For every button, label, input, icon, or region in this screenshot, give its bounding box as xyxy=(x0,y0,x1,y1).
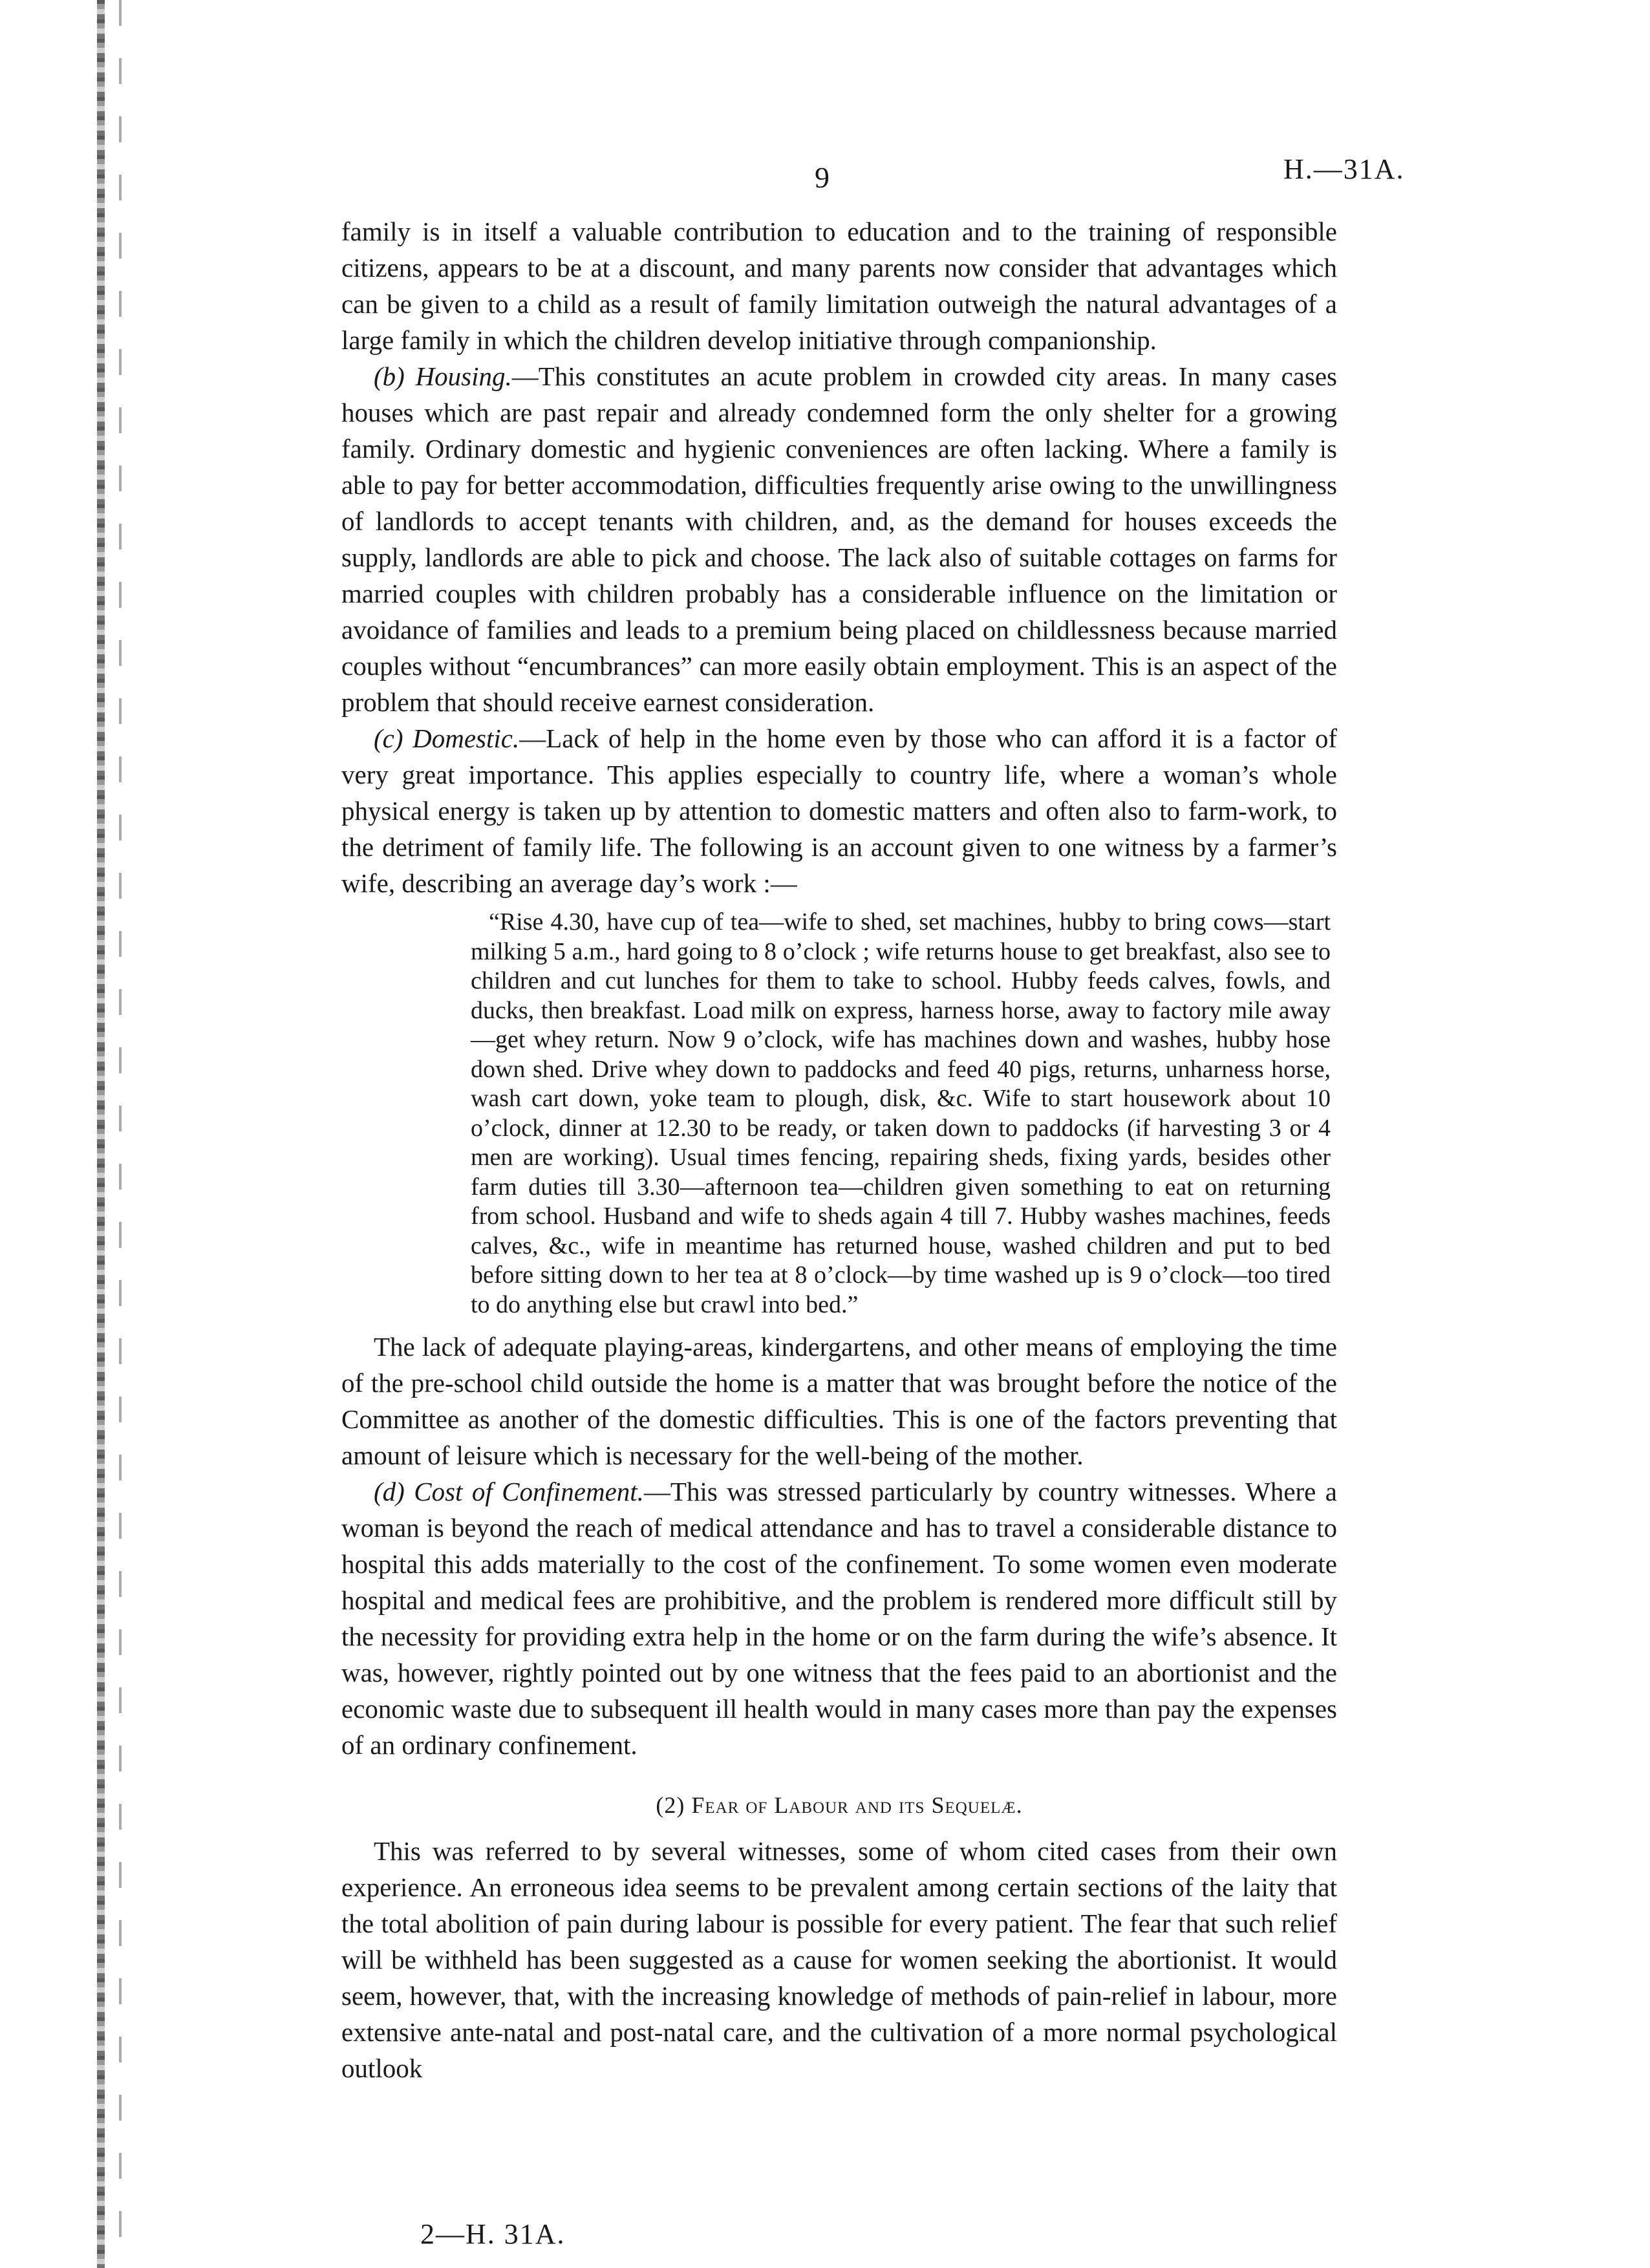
paragraph-domestic xyxy=(341,720,1337,901)
confinement-label: (d) Cost of Confinement. xyxy=(374,1477,644,1506)
scan-binding-shadow xyxy=(119,0,122,2268)
paragraph-playing-areas: The lack of adequate playing-areas, kindergartens, and other means of employing the time of the pre-school child outside the home is a matter that was brought before the notice of the Committee as another of the domestic difficulties. This is one of the factors preventing that amount of leisure which is necessary for the well-being of the mother. xyxy=(341,1332,1337,1470)
domestic-label: (c) Domestic. xyxy=(374,723,520,753)
paragraph-confinement xyxy=(341,1473,1337,1763)
paragraph-housing xyxy=(341,358,1337,720)
housing-text: —This constitutes an acute problem in crowded city areas. In many cases houses which are past repair and already condemned form the only shelter for a growing family. Ordinary domestic and hygienic conveniences are often lacking. Where a family is able to pay for better accommodation, difficulties frequently arise owing to the unwillingness of landlords to accept tenants with children, and, as the demand for houses exceeds the supply, landlords are able to pick and choose. The lack also of suitable cottages on farms for married couples with children probably has a considerable influence on the limitation or avoidance of families and leads to a premium being placed on childlessness because married couples without “encumbrances” can more easily obtain employment. This is an aspect of the problem that should receive earnest consideration. xyxy=(341,361,1337,717)
domestic-text: —Lack of help in the home even by those who can afford it is a factor of very great importance. This applies especially to country life, where a woman’s whole physical energy is taken up by attention to domestic matters and often also to farm-work, to the detriment of family life. The following is an account given to one witness by a farmer’s wife, describing an average day’s work :— xyxy=(341,723,1338,898)
document-reference: H.—31A. xyxy=(1283,153,1405,185)
page-body xyxy=(341,213,1337,2086)
footer-signature: 2—H. 31A. xyxy=(420,2218,566,2250)
scan-binding-edge xyxy=(97,0,105,2268)
paragraph-fear-of-labour: This was referred to by several witnesses, some of whom cited cases from their own experience. An erroneous idea seems to be prevalent among certain sections of the laity that the total abolition of pain during labour is possible for every patient. The fear that such relief will be withheld has been suggested as a cause for women seeking the abortionist. It would seem, however, that, with the increasing knowledge of methods of pain-relief in labour, more extensive ante-natal and post-natal care, and the cultivation of a more normal psychological outlook xyxy=(341,1836,1337,2083)
section-heading: (2) Fear of Labour and its Sequelæ. xyxy=(656,1792,1023,1818)
page-number: 9 xyxy=(815,161,830,194)
housing-label: (b) Housing. xyxy=(374,361,512,391)
paragraph-continuation: family is in itself a valuable contribution to education and to the training of responsible citizens, appears to be at a discount, and many parents now consider that advantages which can be given to a child as a result of family limitation outweigh the natural advantages of a large family in which the children develop initiative through companionship. xyxy=(341,217,1337,355)
farmers-wife-quote: “Rise 4.30, have cup of tea—wife to shed, set machines, hubby to bring cows—start milking 5 a.m., hard going to 8 o’clock ; wife returns house to get breakfast, also see to children and cut lunches for them to take to school. Hubby feeds calves, fowls, and ducks, then breakfast. Load milk on express, harness horse, away to factory mile away—get whey return. Now 9 o’clock, wife has machines down and washes, hubby hose down shed. Drive whey down to paddocks and feed 40 pigs, returns, unharness horse, wash cart down, yoke team to plough, disk, &c. Wife to start housework about 10 o’clock, dinner at 12.30 to be ready, or taken down to paddocks (if harvesting 3 or 4 men are working). Usual times fencing, repairing sheds, fixing yards, besides other farm duties till 3.30—afternoon tea—children given something to eat on returning from school. Husband and wife to sheds again 4 till 7. Hubby washes machines, feeds calves, &c., wife in meantime has returned house, washed children and put to bed before sitting down to her tea at 8 o’clock—by time washed up is 9 o’clock—too tired to do anything else but crawl into bed.” xyxy=(471,908,1331,1318)
confinement-text: —This was stressed particularly by country witnesses. Where a woman is beyond the reach of medical attendance and has to travel a considerable distance to hospital this adds materially to the cost of the confinement. To some women even moderate hospital and medical fees are prohibitive, and the problem is rendered more difficult still by the necessity for providing extra help in the home or on the farm during the wife’s absence. It was, however, rightly pointed out by one witness that the fees paid to an abortionist and the economic waste due to subsequent ill health would in many cases more than pay the expenses of an ordinary confinement. xyxy=(341,1477,1337,1760)
